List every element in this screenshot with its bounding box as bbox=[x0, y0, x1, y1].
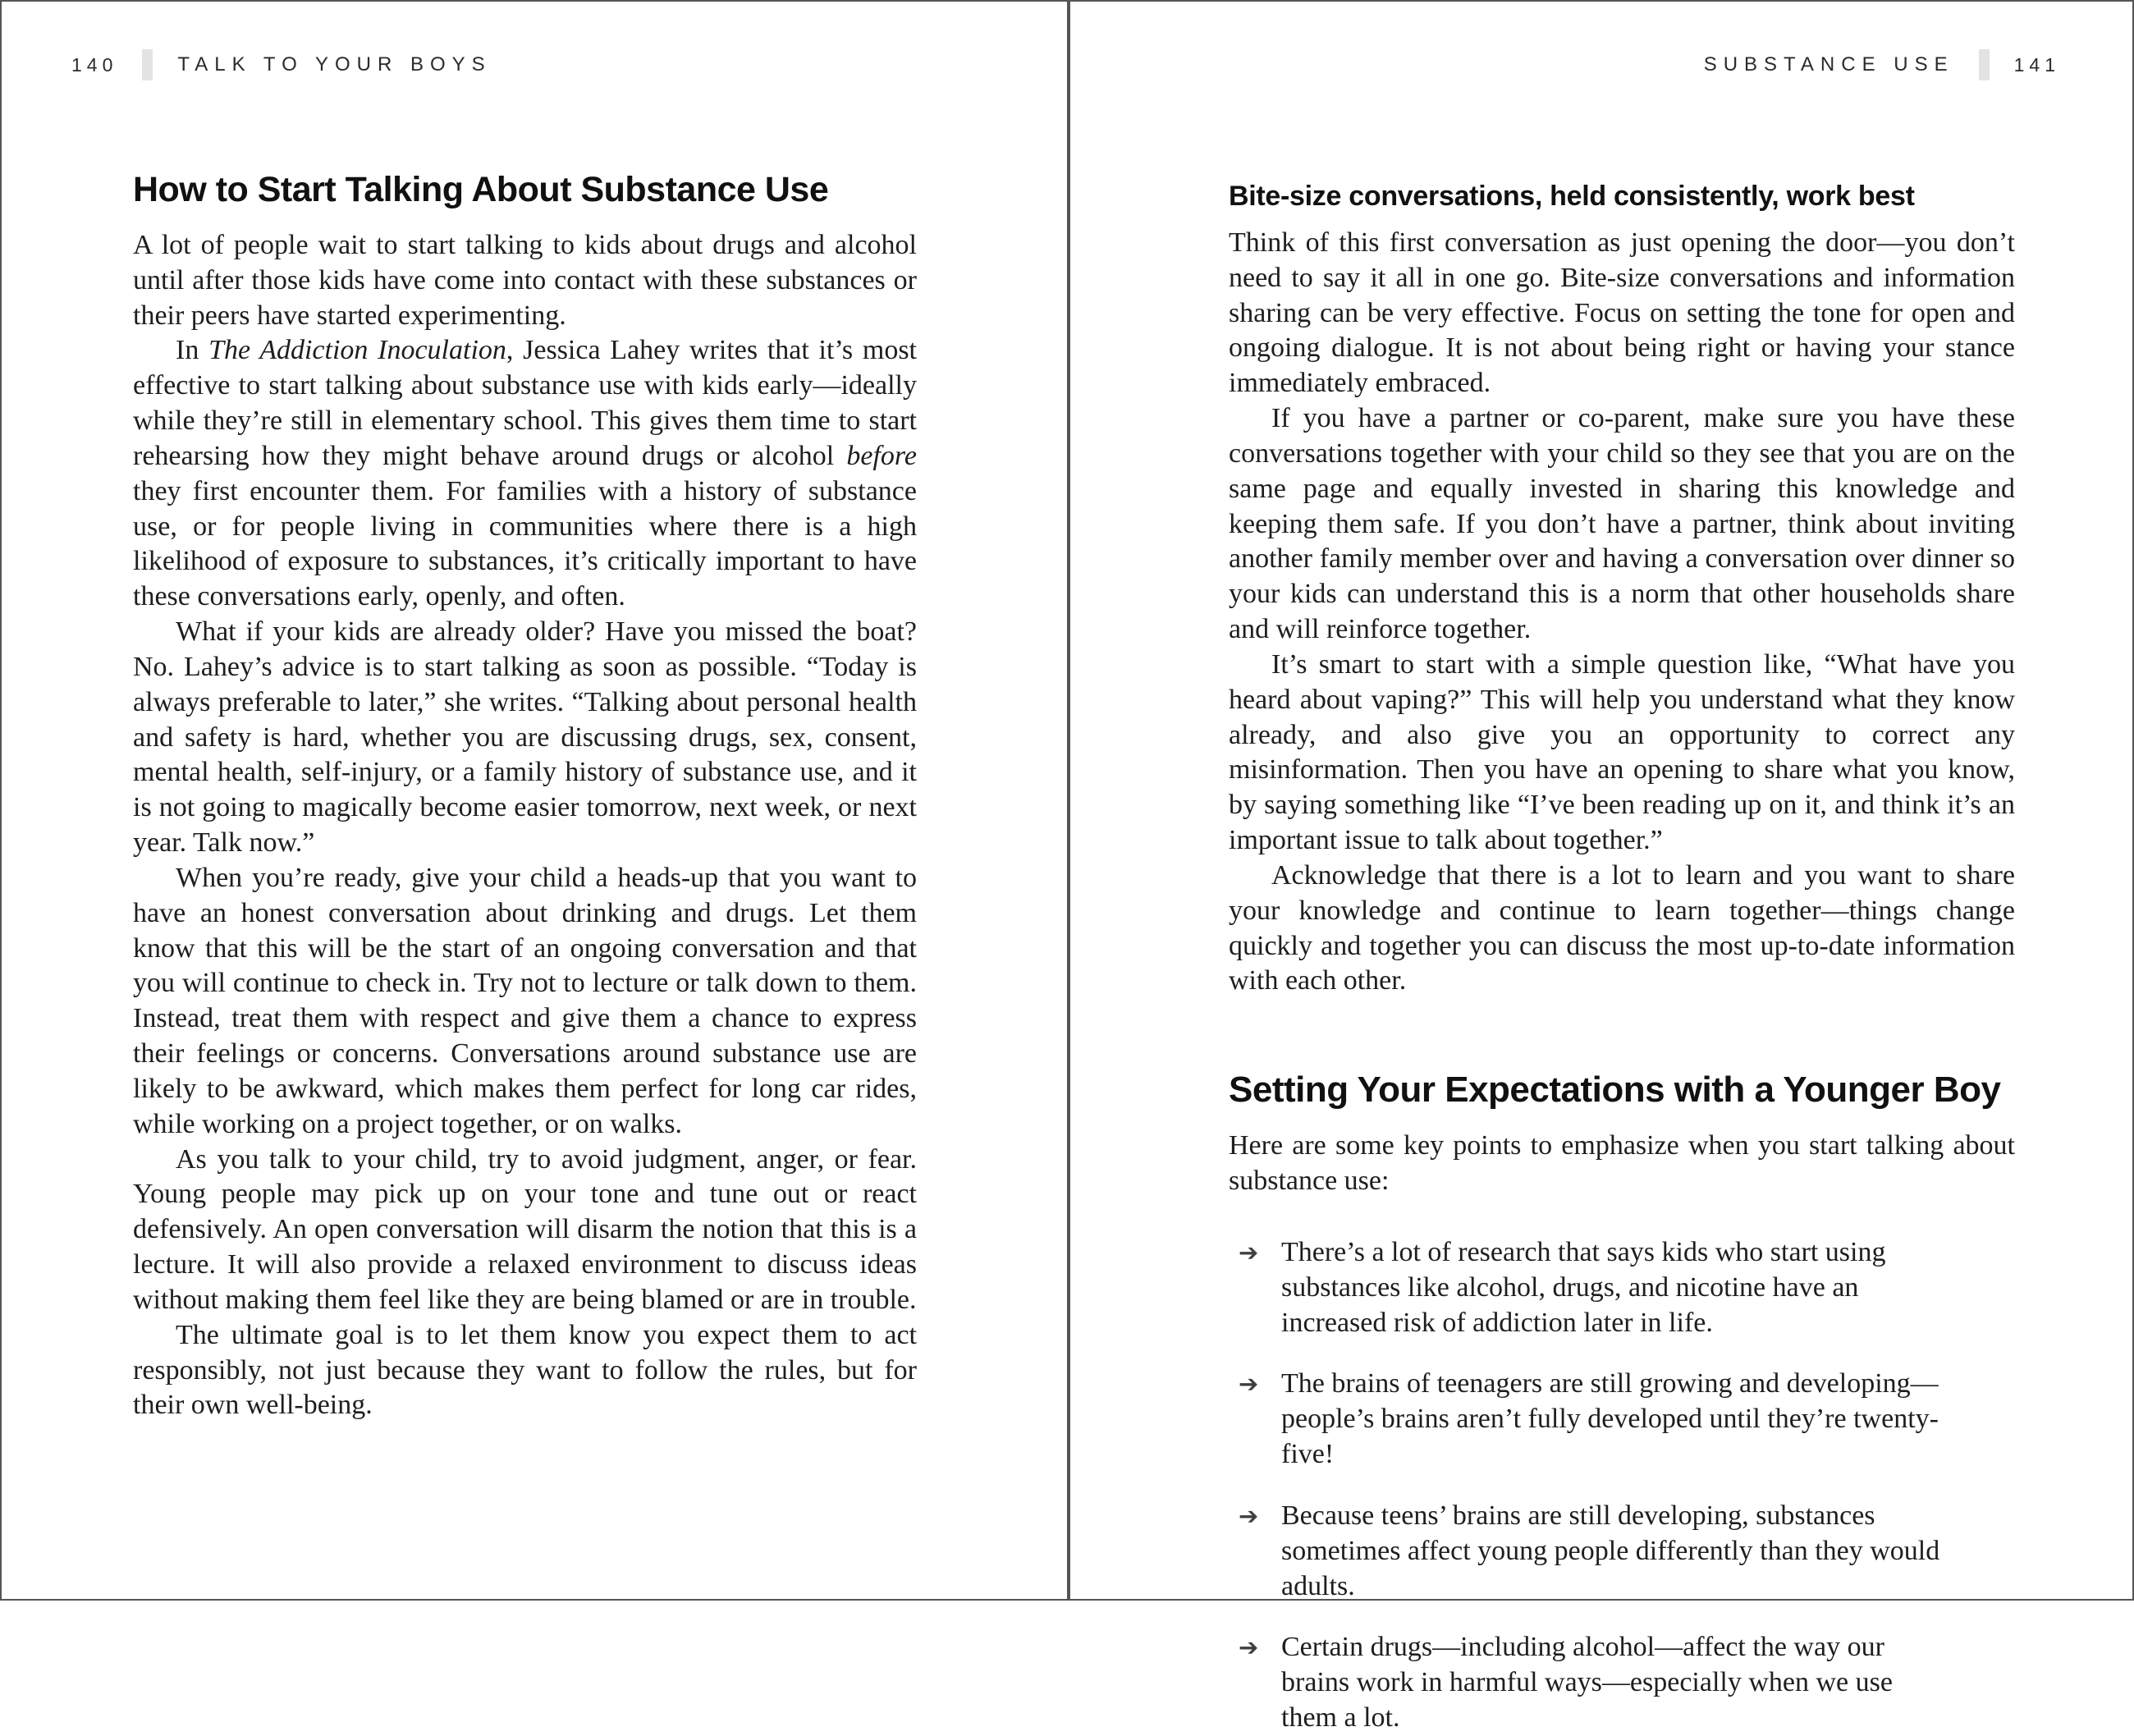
key-points-list bbox=[1239, 1235, 2015, 1736]
bullet-text: Certain drugs—including alcohol—affect the way our brains work in harmful ways—especially when we use them a lot. bbox=[1281, 1632, 1893, 1733]
right-running-head-title: SUBSTANCE USE bbox=[1703, 53, 1954, 76]
sub-heading: Bite-size conversations, held consistently, work best bbox=[1229, 181, 1915, 212]
paragraph: In The Addiction Inoculation, Jessica Lahey writes that it’s most effective to start talking about substance use with kids early—ideally while they’re still in elementary school. This gives them time to start rehearsing how they might behave around drugs or alcohol before they first encounter them. For families with a history of substance use, or for people living in communities where there is a high likelihood of exposure to substances, it’s critically important to have these conversations early, openly, and often. bbox=[133, 335, 917, 612]
bullet-text: Because teens’ brains are still developing, substances sometimes affect young people differently than they would adults. bbox=[1281, 1500, 1940, 1601]
paragraph: Acknowledge that there is a lot to learn and you want to share your knowledge and continue to learn together—things change quickly and together you can discuss the most up-to-date information with each other. bbox=[1229, 859, 2015, 996]
left-page-number: 140 bbox=[71, 53, 118, 76]
paragraph: If you have a partner or co-parent, make sure you have these conversations together with your child so they see that you are on the same page and equally invested in sharing this knowledge and keeping them safe. If you don’t have a partner, think about inviting another family member over and having a conversation over dinner so your kids can understand this is a norm that other households share and will reinforce together. bbox=[1229, 403, 2015, 645]
arrow-bullet-icon: ➔ bbox=[1239, 1370, 1259, 1399]
bullet-text: There’s a lot of research that says kids who start using substances like alcohol, drugs, and nicotine have an increased risk of addiction later in life. bbox=[1281, 1236, 1886, 1338]
bullet-item bbox=[1239, 1367, 2015, 1472]
paragraph: Think of this first conversation as just opening the door—you don’t need to say it all in one go. Bite-size conversations and information sharing can be very effective. Focus on setting the tone for open and ongoing dialogue. It is not about being right or having your stance immediately embraced. bbox=[1229, 227, 2015, 399]
left-page bbox=[2, 2, 1067, 1599]
paragraph: It’s smart to start with a simple question like, “What have you heard about vaping?” This will help you understand what they know already, and also give you an opportunity to correct any misinformation. Then you have an opening to share what you know, by saying something like “I’ve been reading up on it, and think it’s an important issue to talk about together.” bbox=[1229, 648, 2015, 856]
arrow-bullet-icon: ➔ bbox=[1239, 1501, 1259, 1530]
bullet-item bbox=[1239, 1499, 2015, 1604]
section-intro: Here are some key points to emphasize when you start talking about substance use: bbox=[1229, 1130, 2015, 1197]
arrow-bullet-icon: ➔ bbox=[1239, 1633, 1259, 1662]
bullet-text: The brains of teenagers are still growing and developing—people’s brains aren’t fully developed until they’re twenty-five! bbox=[1281, 1368, 1939, 1470]
right-page-body bbox=[1229, 226, 2015, 999]
right-page bbox=[1070, 2, 2134, 1733]
paragraph: What if your kids are already older? Have you missed the boat? No. Lahey’s advice is to start talking as soon as possible. “Today is always preferable to later,” she writes. “Talking about personal health and safety is hard, whether you are discussing drugs, sex, consent, mental health, self-injury, or a family history of substance use, and it is not going to magically become easier tomorrow, next week, or next year. Talk now.” bbox=[133, 616, 917, 859]
chapter-heading: How to Start Talking About Substance Use bbox=[133, 170, 829, 209]
paragraph: The ultimate goal is to let them know you expect them to act responsibly, not just because they want to follow the rules, but for their own well-being. bbox=[133, 1319, 917, 1421]
left-page-body bbox=[133, 228, 917, 1423]
right-page-number: 141 bbox=[2013, 53, 2060, 76]
bullet-item bbox=[1239, 1630, 2015, 1735]
paragraph: When you’re ready, give your child a heads-up that you want to have an honest conversation about drinking and drugs. Let them know that this will be the start of an ongoing conversation and that you will continue to check in. Try not to lecture or talk down to them. Instead, treat them with respect and give them a chance to express their feelings or concerns. Conversations around substance use are likely to be awkward, which makes them perfect for long car rides, while working on a project together, or on walks. bbox=[133, 862, 917, 1139]
paragraph: As you talk to your child, try to avoid judgment, anger, or fear. Young people may pick up on your tone and tune out or react defensively. An open conversation will disarm the notion that this is a lecture. It will also provide a relaxed environment to discuss ideas without making them feel like they are being blamed or are in trouble. bbox=[133, 1143, 917, 1315]
section-heading: Setting Your Expectations with a Younger Boy bbox=[1229, 1070, 2001, 1111]
page-spine-divider bbox=[1067, 2, 1070, 1599]
paragraph: A lot of people wait to start talking to kids about drugs and alcohol until after those kids have come into contact with these substances or their peers have started experimenting. bbox=[133, 230, 917, 331]
left-running-head-title: TALK TO YOUR BOYS bbox=[177, 53, 492, 76]
bullet-item bbox=[1239, 1235, 2015, 1340]
arrow-bullet-icon: ➔ bbox=[1239, 1238, 1259, 1267]
